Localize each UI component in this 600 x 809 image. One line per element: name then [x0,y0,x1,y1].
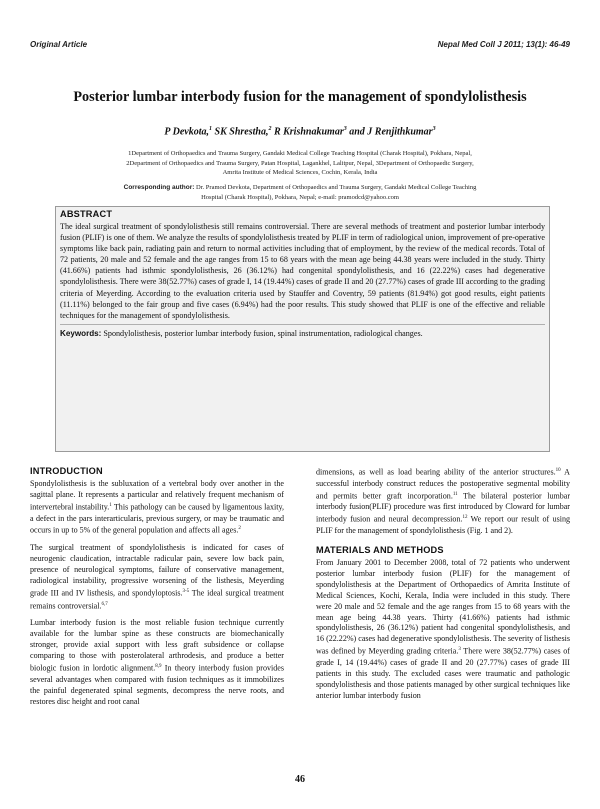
introduction-paragraph: The surgical treatment of spondylolisthesis is indicated for cases of neurogenic claudication, intractable radicular pain, severe low back pain, presence of neurological symptoms, failure of conservative management, radiological instability, progressive worsening of the listhesis, Meyerding grade III and IV listhesis, and spondyloptosis.$^{3-5}$ The ideal surgical treatment remains controversial.$^{6,7}$ [30,543,285,611]
author-name: SK Shrestha, [212,126,269,138]
article-title: Posterior lumbar interbody fusion for the management of spondylolisthesis [73,89,527,105]
abstract-text: The ideal surgical treatment of spondylolisthesis still remains controversial. There are several methods of treatment and posterior lumbar interbody fusion (PLIF) is one of them. We analyze the results of spondylolisthesis treated by PLIF in term of radiological union, improvement of pre-operative symptoms like back pain, radiating pain and return to normal activities including that of employment, by the review of the medical records. Total of 72 patients, 20 male and 52 female and the age ranges from 15 to 68 years with the mean age being 44.38 years were included in the study. Thirty (41.66%) patients had isthmic spondylolisthesis, 26 (36.12%) had congenital spondylolisthesis, and 16 (22.22%) cases had degenerative spondylolisthesis. There were 38(52.77%) cases of grade I, 14 (19.44%) cases of grade II and 20 (27.77%) cases of grade III according to the grading criteria of Meyerding. According to the evaluation criteria used by Stauffer and Coventry, 59 patients (81.94%) got good results, eight patients (11.11%) belonged to the fair group and five cases (6.94%) had the poor results. This study showed that PLIF is one of the effective and reliable techniques for the management of spondylolisthesis. [60,222,545,320]
corresponding-author-details: Dr. Pramod Devkota, Department of Orthopaedics and Trauma Surgery, Gandaki Medical College Teaching [194,184,477,191]
abstract-divider [60,324,545,325]
abstract-box [55,206,550,452]
citation-mark: 8,9 [155,663,162,669]
right-column [316,466,570,710]
keywords-list: Spondylolisthesis, posterior lumbar interbody fusion, spinal instrumentation, radiological changes. [101,328,423,338]
citation-mark: 12 [462,515,468,521]
introduction-paragraph: Lumbar interbody fusion is the most reliable fusion technique currently available for the lumbar spine as these constructs are biomechanically stronger, provide axial support with less graft subsidence or collapse comparing to those with posterolateral arthrodesis, and produce a better biologic fusion in lordotic alignment.$^{8,9}$ In theory interbody fusion provides several advantages when compared with fusion techniques as it immobilizes the painful degenerated spinal segments, decompress the nerve roots, and restores disc height and root canal [30,618,284,706]
author-name: R Krishnakumar [271,126,344,138]
citation-mark: 3 [458,647,461,653]
citation-mark: 10 [555,468,561,473]
citation-mark: 1 [109,502,112,508]
author-affiliation-mark: 3 [343,126,347,132]
corresponding-author-label: Corresponding author: [123,184,195,191]
affiliations [40,149,560,178]
methods-heading: MATERIALS AND METHODS [316,544,444,555]
introduction-paragraph: Spondylolisthesis is the subluxation of a vertebral body over another in the sagittal plane. It represents a particular and relatively frequent mechanism of intervertebral instability.$^1$ This pathology can be caused by ligamentous laxity, a defect in the pars interarticularis, previous surgery, or may be traumatic and occurs in up to 5% of the general population and affects all ages.$^2$ [30,479,285,536]
affiliation-line: 2Department of Orthopaedics and Trauma Surgery, Patan Hospital, Lagankhel, Lalitpur, Nepal, 3Department of Orthopaedic Surgery, [126,159,474,167]
affiliation-line: Amrita Institute of Medical Sciences, Cochin, Kerala, India [222,169,378,176]
author-affiliation-mark: 2 [268,126,272,132]
author-list [60,126,540,137]
article-type-header: Original Article [30,40,88,49]
corresponding-author [40,183,560,202]
author-affiliation-mark: 1 [209,126,213,132]
page-number: 46 [295,774,305,785]
affiliation-line: 1Department of Orthopaedics and Trauma Surgery, Gandaki Medical College Teaching Hospital (Charak Hospital), Pokhara, Nepal, [128,150,472,157]
introduction-paragraph-continued: dimensions, as well as load bearing ability of the anterior structures.$^{10}$ A successful interbody construct reduces the postoperative segmental mobility and permits better graft incorporation.$^{11}$ The bilateral posterior lumbar interbody fusion(PLIF) procedure was first introduced by Cloward for lumbar interbody fusion and neural decompression.$^{12}$ We report our result of using PLIF for the management of spondylolisthesis (Fig. 1 and 2). [316,467,571,535]
left-column [30,466,284,713]
abstract-heading: ABSTRACT [60,209,113,219]
citation-mark: 6,7 [101,601,108,607]
corresponding-author-contact: Hospital (Charak Hospital), Pokhara, Nepal; e-mail: pramodcd@yahoo.com [201,193,399,201]
citation-mark: 11 [452,491,458,497]
citation-mark: 3-5 [182,588,190,594]
journal-citation-header: Nepal Med Coll J 2011; 13(1): 46-49 [437,40,570,49]
citation-mark: 2 [238,526,241,532]
author-name: and J Renjithkumar [346,126,433,138]
introduction-heading: INTRODUCTION [30,466,103,476]
methods-paragraph: From January 2001 to December 2008, total of 72 patients who underwent posterior lumbar interbody fusion (PLIF) for the management of spondylolisthesis at the Department of Orthopaedics of Amrita Institute of Medical Sciences, Kochi, Kerala, India were included in this study. There were 20 male and 52 female and the age ranges from 15 to 68 years with the mean age being 44.38 years. Thirty (41.66%) patients had isthmic spondylolisthesis, 26 (36.12%) patient had congenital spondylolisthesis, and 16 (22.22%) cases had degenerative spondylolisthesis. The severity of listhesis was defined by Meyerding grading criteria.$^3$ There were 38(52.77%) cases of grade I, 14 (19.44%) cases of grade II and 20 (27.77%) cases of grade III patients in this study. The excluded cases were traumatic and pathologic spondylolisthesis and those patients managed by other surgical techniques like anterior lumbar interbody fusion [316,557,570,700]
keywords-label: Keywords: [60,328,102,338]
author-name: P Devkota, [164,126,210,138]
author-affiliation-mark: 3 [432,126,436,132]
keywords [60,328,545,339]
